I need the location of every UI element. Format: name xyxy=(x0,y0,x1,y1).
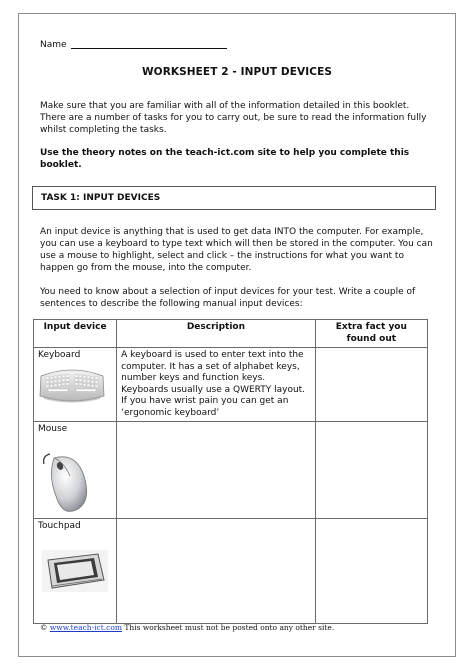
header-input-device: Input device xyxy=(34,320,117,348)
page-title: WORKSHEET 2 - INPUT DEVICES xyxy=(141,66,332,78)
extra-fact-cell[interactable] xyxy=(315,422,427,519)
intro-paragraph: Make sure that you are familiar with all of the information detailed in this booklet. There are a number of tasks for you to carry out, be sure to read the information fully whilst completing the tasks. xyxy=(40,101,427,135)
name-field xyxy=(40,40,227,50)
description-cell[interactable]: A keyboard is used to enter text into the computer. It has a set of alphabet keys, number keys and function keys. Keyboards usually use a QWERTY layout. If you have wrist pain you can get an ‘ergonomic keyboard’ xyxy=(117,348,316,422)
extra-fact-cell[interactable] xyxy=(315,518,427,623)
theory-note: Use the theory notes on the teach-ict.com site to help you complete this booklet. xyxy=(40,148,410,170)
touchpad-icon xyxy=(42,550,108,592)
header-extra-fact: Extra fact you found out xyxy=(315,320,427,348)
copyright-symbol: © xyxy=(40,623,48,632)
device-name: Mouse xyxy=(38,424,68,434)
device-cell xyxy=(34,348,117,422)
table-row xyxy=(34,518,428,623)
device-name: Touchpad xyxy=(38,520,81,531)
keyboard-icon xyxy=(38,366,106,404)
task-heading: TASK 1: INPUT DEVICES xyxy=(41,193,161,203)
teach-ict-link[interactable]: www.teach-ict.com xyxy=(49,623,122,632)
table-row xyxy=(34,348,428,422)
device-name: Keyboard xyxy=(38,350,81,360)
task-description: An input device is anything that is used to get data INTO the computer. For example, you can use a keyboard to type text which will then be stored in the computer. You can use a mouse to highlight, select and click – the instructions for what you want to happen go from the mouse, into the computer. xyxy=(40,227,433,273)
footer-notice: This worksheet must not be posted onto any other site. xyxy=(124,623,335,632)
task-heading-box xyxy=(32,186,436,210)
task-instruction: You need to know about a selection of input devices for your test. Write a couple of sentences to describe the following manual input devices: xyxy=(40,287,416,309)
footer xyxy=(40,623,334,632)
device-cell xyxy=(34,422,117,519)
mouse-icon xyxy=(40,452,100,516)
description-cell[interactable] xyxy=(117,422,316,519)
input-devices-table xyxy=(33,319,428,624)
header-description: Description xyxy=(117,320,316,348)
table-header-row xyxy=(34,320,428,348)
table-row xyxy=(34,422,428,519)
device-cell xyxy=(34,518,117,623)
name-underline xyxy=(71,48,227,49)
name-label: Name xyxy=(40,40,67,50)
description-cell[interactable] xyxy=(117,518,316,623)
extra-fact-cell[interactable] xyxy=(315,348,427,422)
